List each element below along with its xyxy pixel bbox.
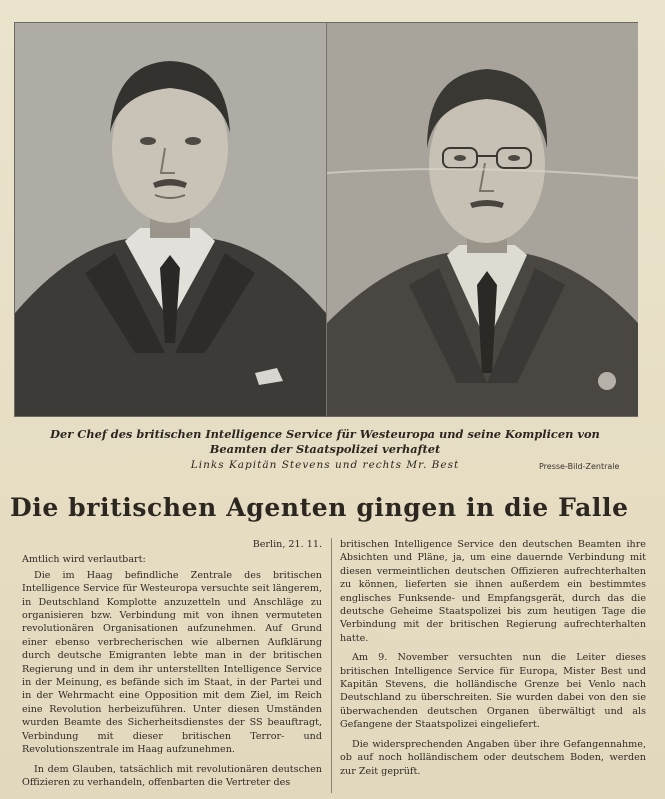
article-column-left — [22, 538, 322, 795]
paragraph: In dem Glauben, tatsächlich mit revolutionären deutschen Offizieren zu verhandeln, offenbarten die Vertreter des — [22, 763, 322, 788]
column-divider — [331, 538, 332, 793]
portrait-right — [326, 23, 638, 416]
headline: Die britischen Agenten gingen in die Falle — [10, 493, 629, 522]
paragraph: Am 9. November versuchten nun die Leiter dieses britischen Intelligence Service für Europa, Mister Best und Kapitän Stevens, die holländische Grenze bei Venlo nach Deutschland zu überschreiten. Sie wurden dabei von den sie überwachenden deutschen Organen überwältigt und als Gefangene der Staatspolizei eingeliefert. — [340, 652, 646, 731]
photo-credit: Presse-Bild-Zentrale — [539, 462, 620, 471]
caption-line-3: Links Kapitän Stevens und rechts Mr. Best — [190, 459, 460, 471]
caption-line-1: Der Chef des britischen Intelligence Service für Westeuropa und seine Komplicen von — [50, 427, 600, 441]
caption-line-2: Beamten der Staatspolizei verhaftet — [209, 442, 441, 456]
paragraph: Die widersprechenden Angaben über ihre Gefangennahme, ob auf noch holländischem oder deutschem Boden, werden zur Zeit geprüft. — [340, 738, 646, 777]
lead-line: Amtlich wird verlautbart: — [22, 554, 146, 566]
portrait-best-image — [327, 23, 638, 416]
article-column-right — [340, 538, 646, 784]
dateline: Berlin, 21. 11. — [252, 539, 322, 550]
paragraph: Die im Haag befindliche Zentrale des britischen Intelligence Service für Westeuropa versuchte seit längerem, in Deutschland Komplotte anzuzetteln und Anschläge zu organisieren bzw. Verbindung mit von ihnen vermuteten revolutionären Organisationen aufzunehmen. Auf Grund einer ebenso verbrecherischen wie albernen Aufklärung durch deutsche Emigranten lebte man in der britischen Regierung und in dem ihr unterstellten Intelligence Service in der Meinung, es befände sich im Staat, in der Partei und in der Wehrmacht eine Opposition mit dem Ziel, im Reich eine Revolution herbeizuführen. Unter diesen Umständen wurden Beamte des Sicherheitsdienstes der SS beauftragt, Verbindung mit dieser britischen Terror- und Revolutionszentrale im Haag aufzunehmen. — [22, 569, 322, 756]
paragraph: britischen Intelligence Service den deutschen Beamten ihre Absichten und Pläne, ja, um eine dauernde Verbindung mit diesen vermeintlichen deutschen Offizieren aufrechterhalten zu können, lieferten sie ihnen außerdem ein bestimmtes englisches Funksende- und Empfangsgerät, durch das die deutsche Geheime Staatspolizei bis zum heutigen Tage die Verbindung mit der britischen Regierung aufrechterhalten hatte. — [340, 539, 646, 644]
news-photo — [14, 22, 638, 417]
portrait-stevens-image — [15, 23, 326, 416]
portrait-left — [15, 23, 326, 416]
